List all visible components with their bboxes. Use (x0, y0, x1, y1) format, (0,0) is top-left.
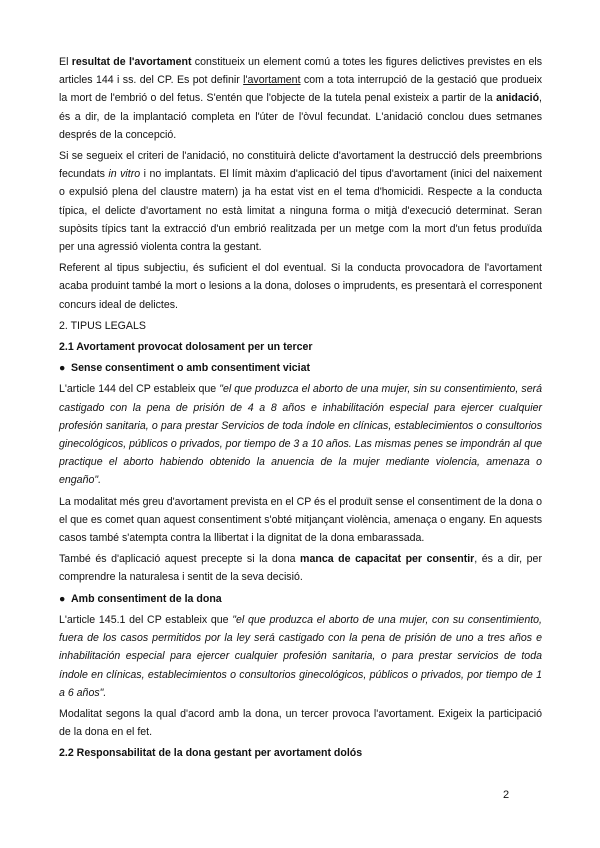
text: , és a dir, de la implantació completa en l'úter de l'òvul fecundat. L'anidació conclou dues setmanes després de la concepció. (59, 92, 542, 141)
section-heading: 2. TIPUS LEGALS (59, 319, 146, 332)
text: com a tota interrupció de la gestació que produeix la mort de l'embrió o del fetus. S'entén que l'objecte de la tutela penal existeix a partir de la (59, 74, 542, 105)
text: El (59, 56, 72, 68)
paragraph-modalitat-greu: La modalitat més greu d'avortament prevista en el CP és el produït sense el consentiment de la dona o el que es comet quan aquest consentiment s'obté mitjançant violència, amenaça o engany. En aquests casos també s'atempta contra la llibertat i la dignitat de la dona embarassada. (59, 495, 542, 545)
paragraph-anidacio (59, 147, 542, 256)
bold-term: anidació (496, 92, 540, 105)
text: Si se segueix el criteri de l'anidació, no constituirà delicte d'avortament la destrucció dels preembrions fecundats (59, 150, 542, 181)
paragraph-definition (59, 53, 542, 144)
text: i no implantats. El límit màxim d'aplicació del tipus d'avortament (inici del naixement o expulsió plena del claustre matern) ja ha estat vist en el tema d'homicidi. Respecte a la conducta típica, el delicte d'avortament no està limitat a ninguna forma o mitjà d'execució determinat. Seran supòsits típics tant la extracció d'un embrió realitzada per un metge com la mort d'un fetus produïda per una agressió violenta contra la gestant. (59, 168, 542, 254)
underlined-term: l'avortament (243, 74, 301, 87)
text: , és a dir, per comprendre la naturalesa i sentit de la seva decisió. (59, 553, 542, 584)
bullet-icon: ● (59, 362, 66, 375)
text: L'article 144 del CP estableix que (59, 383, 220, 396)
paragraph-modalitat-acord: Modalitat segons la qual d'acord amb la dona, un tercer provoca l'avortament. Exigeix la participació de la dona en el fet. (59, 707, 542, 739)
paragraph-article-144 (59, 380, 542, 489)
text: També és d'aplicació aquest precepte si la dona (59, 553, 301, 566)
bold-term: resultat de l'avortament (71, 56, 192, 68)
bullet-label: Amb consentiment de la dona (71, 592, 222, 605)
quoted-article: "el que produzca el aborto de una mujer, con su consentimiento, fuera de los casos permitidos por la ley será castigado con la pena de prisión de uno a tres años e inhabilitación especial para ejercer cualquier profesión sanitaria, o para prestar servicios de toda índole en clínicas, establecimientos o consultorios ginecológicos, públicos o privados, por tiempo de 1 a 6 años". (59, 613, 542, 699)
bold-term: manca de capacitat per consentir (300, 553, 475, 566)
text: constitueix un element comú a totes les figures delictives previstes en els articles 144 i ss. del CP. Es pot definir (59, 56, 542, 87)
paragraph-capacitat (59, 550, 542, 586)
paragraph-tipus-subjectiu: Referent al tipus subjectiu, és suficient el dol eventual. Si la conducta provocadora de l'avortament acaba produint també la mort o lesions a la dona, doloses o imprudents, es presentarà el corresponent concurs ideal de delictes. (59, 262, 542, 311)
text: L'article 145.1 del CP estableix que (59, 613, 233, 626)
italic-term: in vitro (108, 168, 141, 181)
document-page (59, 53, 542, 766)
bullet-heading (59, 359, 542, 377)
bullet-icon: ● (59, 592, 66, 605)
subsection-heading-2-2: 2.2 Responsabilitat de la dona gestant per avortament dolós (59, 747, 363, 760)
subsection-heading-2-1: 2.1 Avortament provocat dolosament per un tercer (59, 341, 313, 354)
page-number: 2 (503, 789, 510, 801)
paragraph-article-145 (59, 611, 542, 702)
quoted-article: "el que produzca el aborto de una mujer, sin su consentimiento, será castigado con la pena de prisión de 4 a 8 años e inhabilitación especial para ejercer cualquier profesión sanitaria, o para prestar Servicios de toda índole en clínicas, establecimientos o consultorios ginecológicos, públicos o privados, por tiempo de 3 a 10 años. Las mismas penes se impondrán al que practique el aborto habiendo obtenido la anuencia de la mujer mediante violencia, amenaza o engaño". (59, 383, 543, 487)
bullet-heading (59, 590, 542, 608)
bullet-label: Sense consentiment o amb consentiment viciat (71, 362, 311, 375)
